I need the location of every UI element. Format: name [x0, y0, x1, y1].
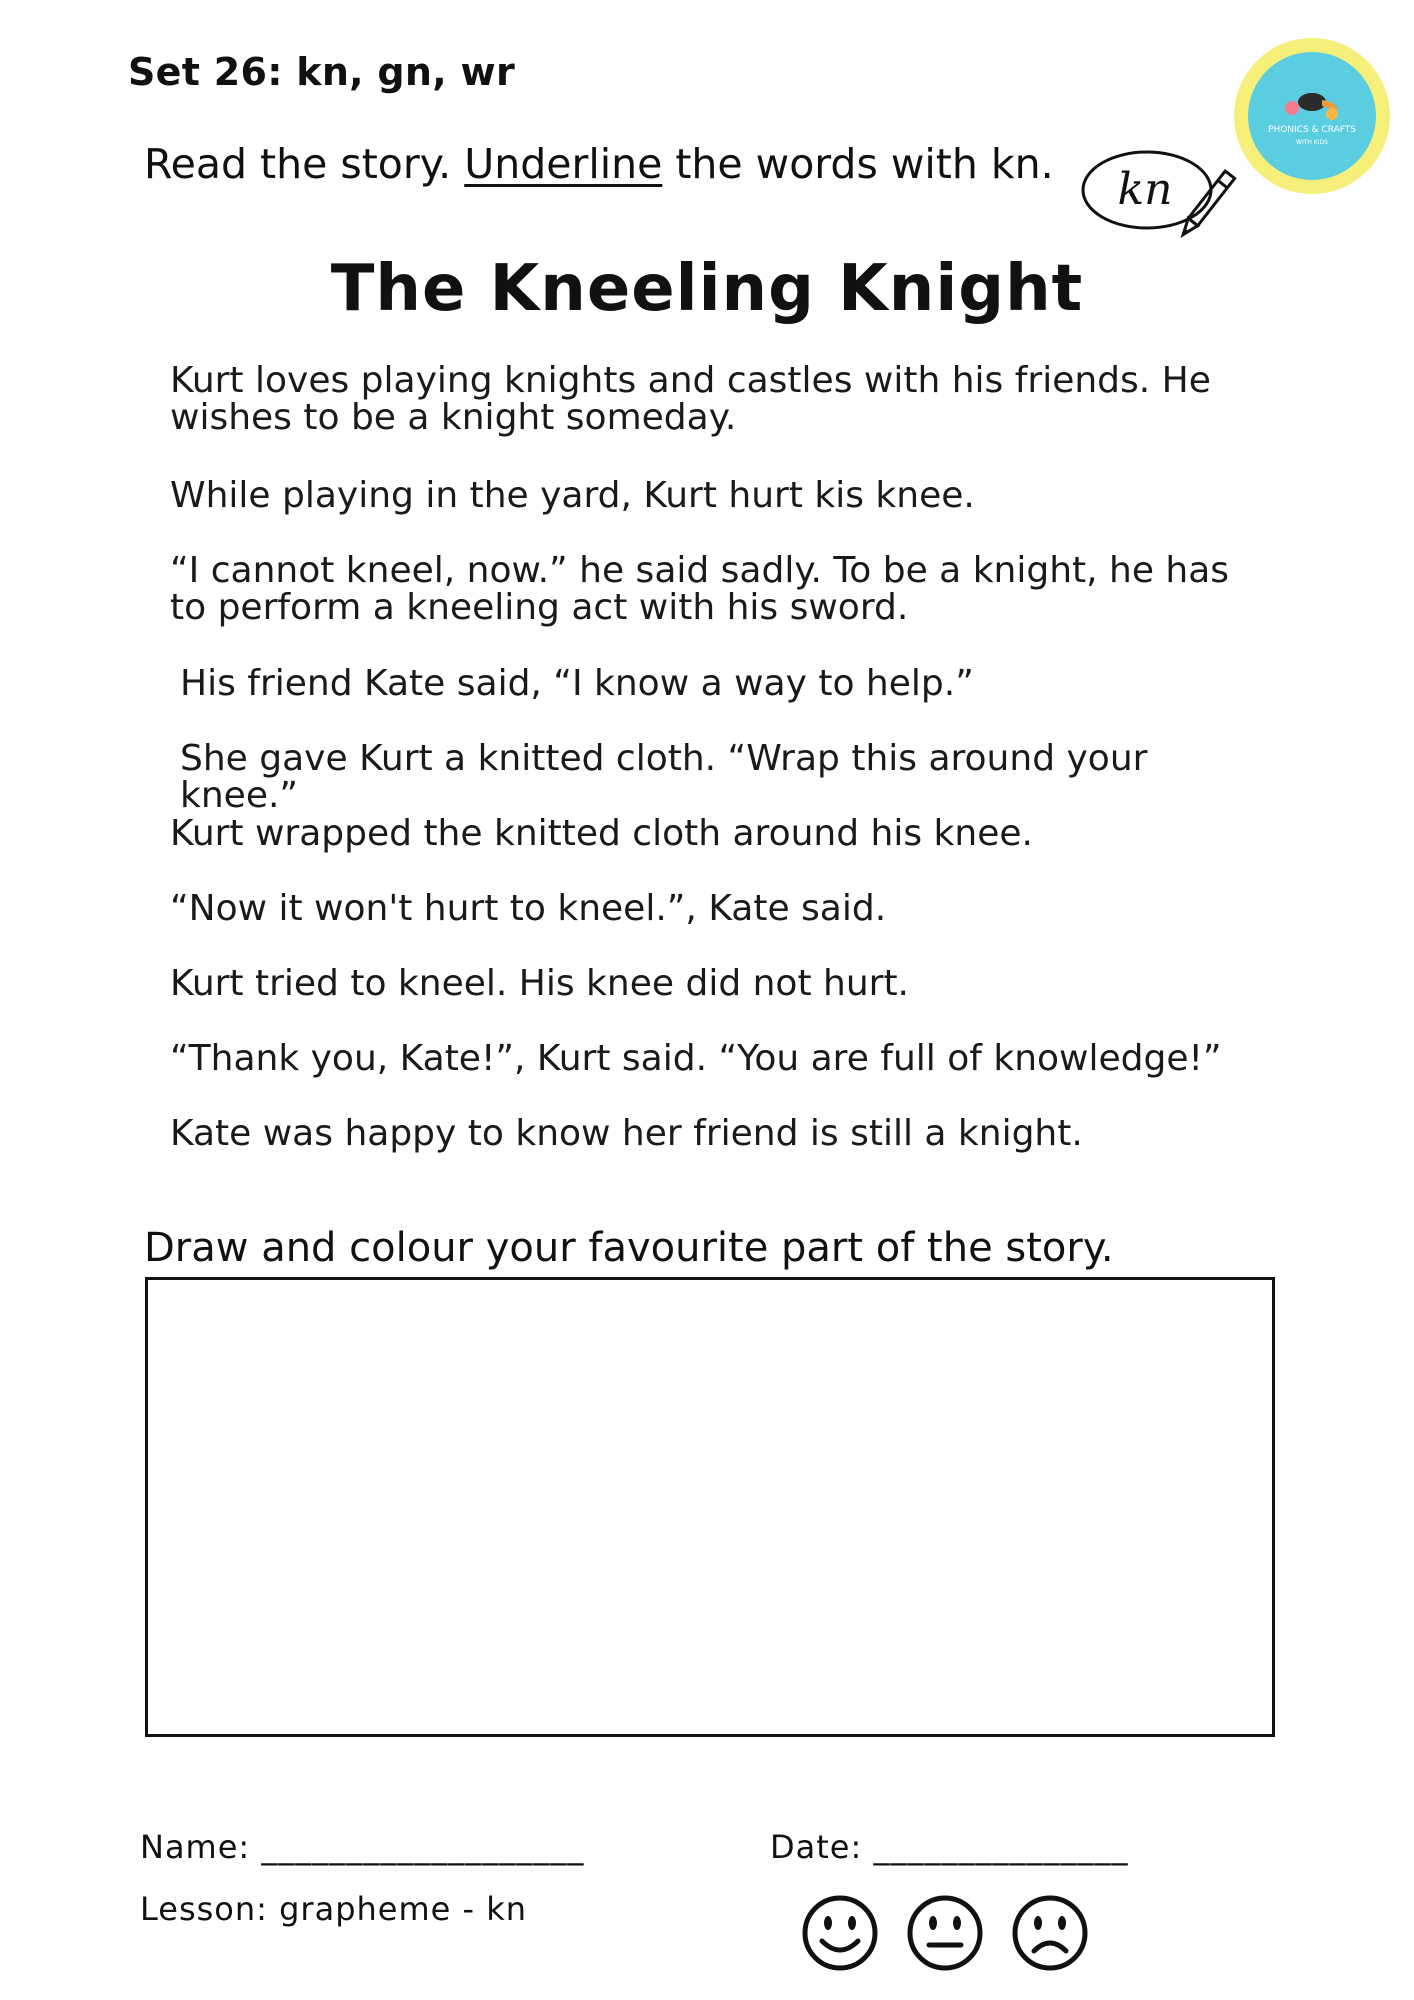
- lesson-label: Lesson: grapheme - kn: [140, 1890, 528, 1928]
- toucan-icon: [1298, 93, 1326, 111]
- phonics-crafts-logo: [1232, 36, 1392, 196]
- name-field[interactable]: Name: ___________________: [140, 1828, 585, 1866]
- story-paragraph-1: Kurt loves playing knights and castles with his friends. He wishes to be a knight someday.: [170, 360, 1211, 438]
- neutral-face-icon[interactable]: [905, 1893, 985, 1973]
- story-paragraph-4: His friend Kate said, “I know a way to help.”: [180, 663, 974, 704]
- story-paragraph-2: While playing in the yard, Kurt hurt kis knee.: [170, 475, 975, 516]
- story-paragraph-3: “I cannot kneel, now.” he said sadly. To be a knight, he has to perform a kneeling act with his sword.: [170, 550, 1230, 628]
- happy-face-icon[interactable]: [800, 1893, 880, 1973]
- draw-heading: Draw and colour your favourite part of the story.: [144, 1225, 1114, 1271]
- sad-face-icon[interactable]: [1010, 1893, 1090, 1973]
- story-paragraph-9: “Thank you, Kate!”, Kurt said. “You are full of knowledge!”: [170, 1038, 1222, 1079]
- story-paragraph-10: Kate was happy to know her friend is still a knight.: [170, 1113, 1083, 1154]
- badge-text: kn: [1117, 164, 1173, 215]
- logo-text-1: PHONICS & CRAFTS: [1268, 125, 1356, 135]
- date-field[interactable]: Date: _______________: [770, 1828, 1129, 1866]
- story-paragraph-6: Kurt wrapped the knitted cloth around his knee.: [170, 813, 1033, 854]
- story-paragraph-5: She gave Kurt a knitted cloth. “Wrap this around your knee.”: [180, 738, 1148, 816]
- instruction-pre: Read the story.: [144, 140, 465, 188]
- story-paragraph-7: “Now it won't hurt to kneel.”, Kate said.: [170, 888, 887, 929]
- instruction-underline: Underline: [464, 140, 663, 188]
- instruction: [144, 140, 1054, 188]
- story-title: The Kneeling Knight: [330, 252, 1084, 326]
- logo-text-2: WITH KIDS: [1296, 139, 1328, 146]
- story-paragraph-8: Kurt tried to kneel. His knee did not hurt.: [170, 963, 910, 1004]
- set-title: Set 26: kn, gn, wr: [128, 50, 515, 94]
- drawing-area[interactable]: [145, 1277, 1275, 1737]
- kn-pencil-badge: [1075, 138, 1245, 238]
- instruction-post: the words with kn.: [662, 140, 1054, 188]
